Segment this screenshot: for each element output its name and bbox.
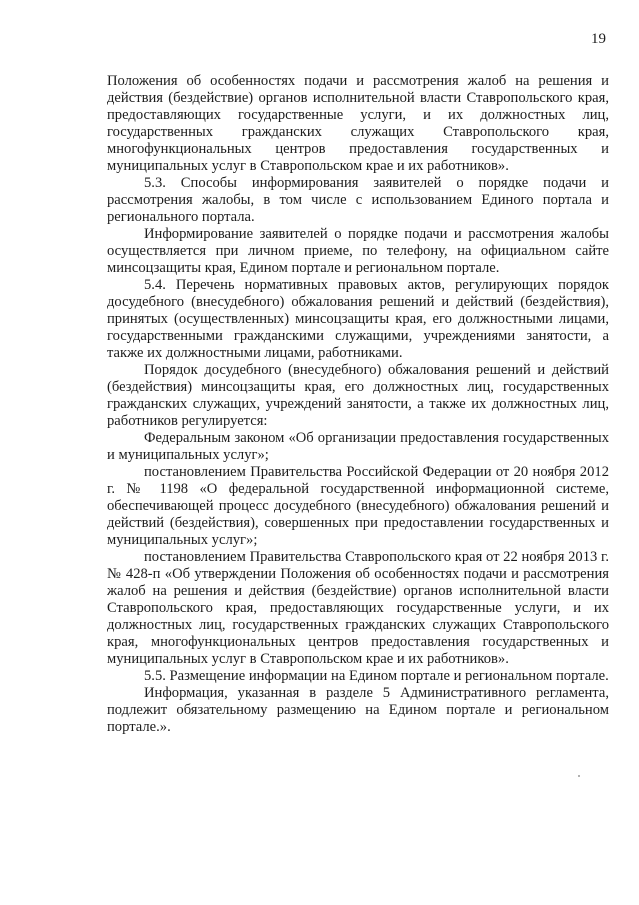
paragraph-stavropol-resolution: постановлением Правительства Ставропольского края от 22 ноября 2013 г. № 428-п «Об утверждении Положения об особенностях подачи и рассмотрения жалоб на решения и действия (бездействие) органов исполнительной власти Ставропольского края, предоставляющих государственные услуги, и их должностных лиц, государственных гражданских служащих Ставропольского края, многофункциональных центров предоставления государственных и муниципальных услуг в Ставропольском крае и их работников».: [107, 549, 609, 667]
paragraph-appeal-procedure: Порядок досудебного (внесудебного) обжалования решений и действий (бездействия) минсоцзащиты края, его должностных лиц, государственных гражданских служащих, учреждений занятости, а также их должностных лиц, работников регулируется:: [107, 362, 609, 429]
paragraph-federal-law: Федеральным законом «Об организации предоставления государственных и муниципальных услуг»;: [107, 430, 609, 463]
paragraph-rf-resolution: постановлением Правительства Российской Федерации от 20 ноября 2012 г. № 1198 «О федеральной государственной информационной системе, обеспечивающей процесс досудебного (внесудебного) обжалования решений и действий (бездействия), совершенных при предоставлении государственных и муниципальных услуг»;: [107, 464, 609, 548]
scan-speck: [578, 775, 580, 777]
paragraph-5-4-heading: 5.4. Перечень нормативных правовых актов, регулирующих порядок досудебного (внесудебного) обжалования решений и действий (бездействия), принятых (осуществленных) минсоцзащиты края, его должностными лицами, государственными гражданскими служащими, учреждениями занятости, а также их должностными лицами, работниками.: [107, 277, 609, 361]
document-body: [107, 73, 609, 736]
paragraph-mandatory-posting: Информация, указанная в разделе 5 Административного регламента, подлежит обязательному размещению на Едином портале и региональном портале.».: [107, 685, 609, 735]
paragraph-5-3-heading: 5.3. Способы информирования заявителей о порядке подачи и рассмотрения жалобы, в том числе с использованием Единого портала и регионального портала.: [107, 175, 609, 225]
paragraph-informing: Информирование заявителей о порядке подачи и рассмотрения жалобы осуществляется при личном приеме, по телефону, на официальном сайте минсоцзащиты края, Едином портале и региональном портале.: [107, 226, 609, 276]
paragraph-continuation: Положения об особенностях подачи и рассмотрения жалоб на решения и действия (бездействие) органов исполнительной власти Ставропольского края, предоставляющих государственные услуги, и их должностных лиц, государственных гражданских служащих Ставропольского края, многофункциональных центров предоставления государственных и муниципальных услуг в Ставропольском крае и их работников».: [107, 73, 609, 174]
page-number: 19: [591, 31, 606, 47]
paragraph-5-5-heading: 5.5. Размещение информации на Едином портале и региональном портале.: [144, 668, 609, 684]
